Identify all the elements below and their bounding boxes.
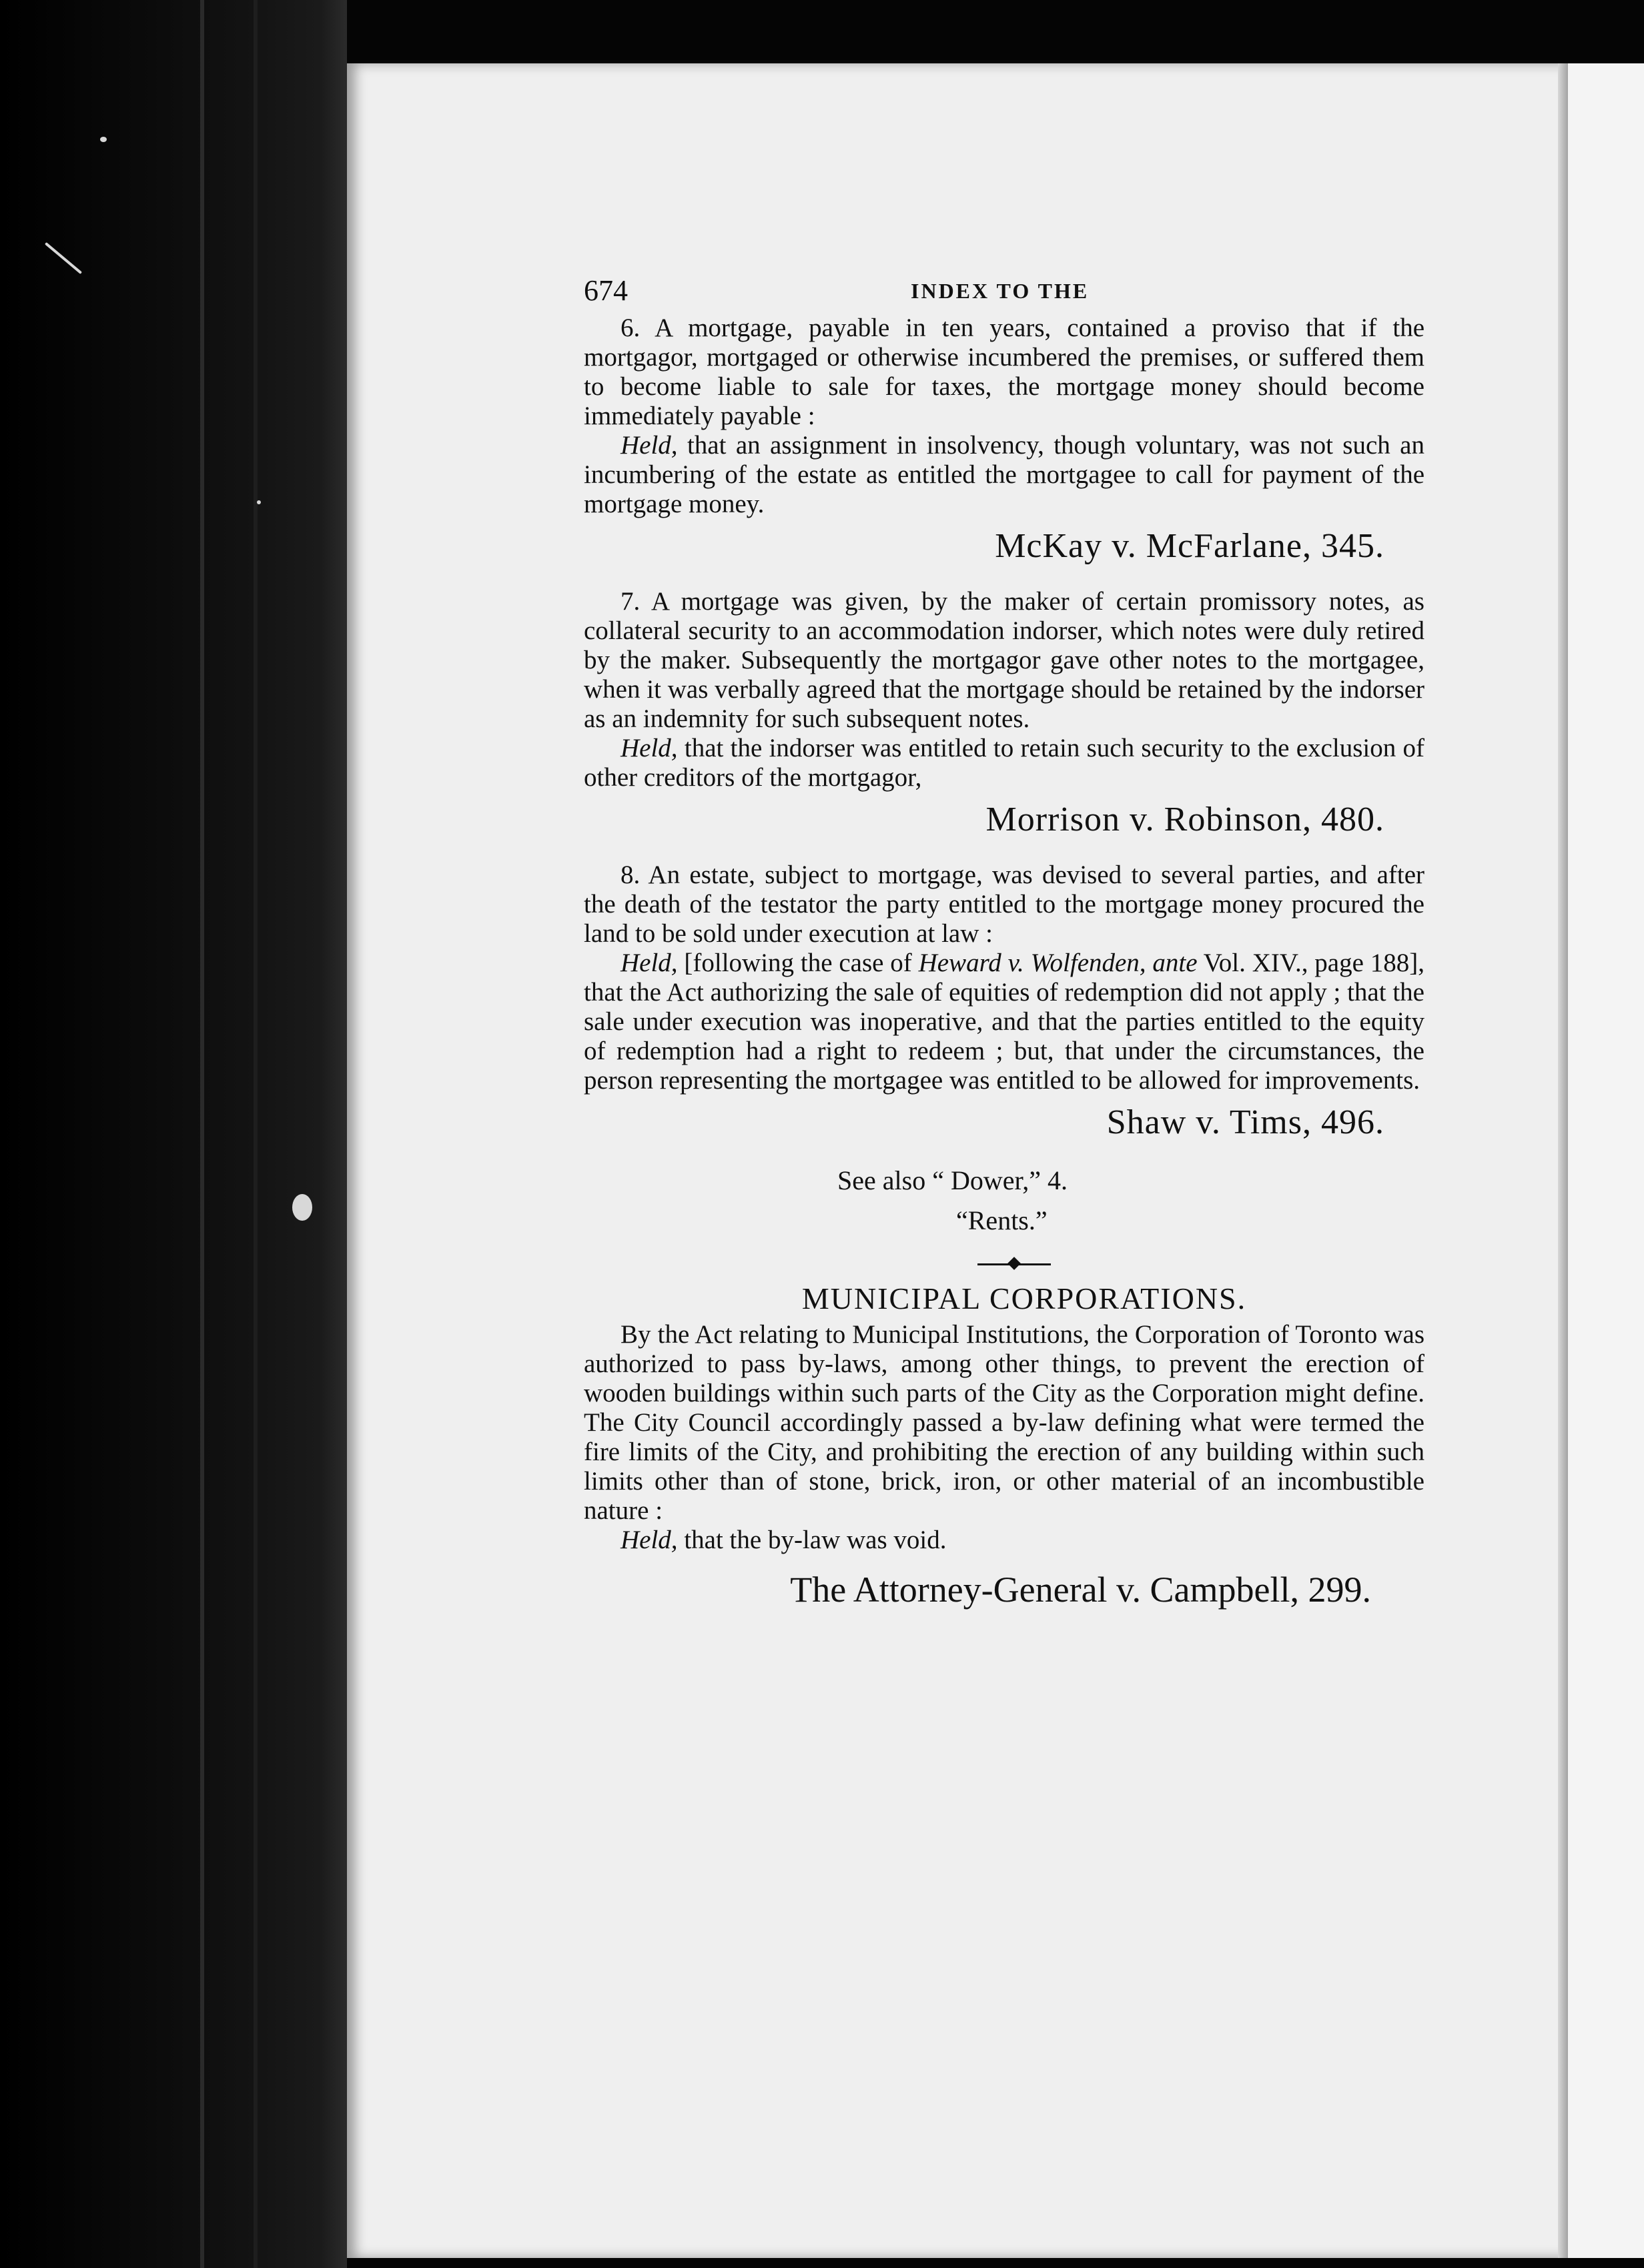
held-paragraph <box>584 949 1424 1095</box>
held-paragraph <box>584 1526 1424 1555</box>
held-label: Held, <box>621 734 678 762</box>
entry-paragraph: 6. A mortgage, payable in ten years, contained a proviso that if the mortgagor, mortgaged or otherwise incumbered the premises, or suffered them to become liable to sale for taxes, the mortgage money should become immediately payable : <box>584 314 1424 430</box>
case-citation: McKay v. McFarlane, 345. <box>995 527 1384 565</box>
held-text: [following the case of <box>677 949 919 977</box>
held-paragraph <box>584 431 1424 519</box>
dust-speck <box>257 500 261 504</box>
section-heading: MUNICIPAL CORPORATIONS. <box>801 1281 1247 1315</box>
section-paragraph: By the Act relating to Municipal Institutions, the Corporation of Toronto was authorized to pass by-laws, among other things, to prevent the erection of wooden buildings within such parts of the City as the Corporation might define. The City Council accordingly passed a by-law defining what were termed the fire limits of the City, and prohibiting the erection of any building within such limits other than of stone, brick, iron, or other material of an incombustible nature : <box>584 1320 1424 1525</box>
book-gutter <box>0 0 347 2268</box>
held-text: that the indorser was entitled to retain such security to the exclusion of other creditors of the mortgagor, <box>584 734 1424 792</box>
entry-paragraph: 7. A mortgage was given, by the maker of certain promissory notes, as collateral security to an accommodation indorser, which notes were duly retired by the maker. Subsequently the mortgagor gave other notes to the mortgagee, when it was verbally agreed that the mortgage should be retained by the indorser as an indemnity for such subsequent notes. <box>584 587 1424 733</box>
held-paragraph <box>584 734 1424 792</box>
held-text: Vol. XIV., page 188], that the Act authorizing the sale of equities of redemption did not apply ; that the sale under execution was inoperative, and that the parties entitled to the equity of redemption had a right to redeem ; but, that under the circumstances, the person representing the mortgagee was entitled to be allowed for improvements. <box>584 949 1424 1095</box>
page-header <box>584 273 1424 314</box>
case-citation: The Attorney-General v. Campbell, 299. <box>790 1570 1371 1610</box>
spine-line <box>200 0 204 2268</box>
divider-diamond <box>1007 1257 1021 1270</box>
held-text: that the by-law was void. <box>677 1526 947 1554</box>
page-text-block <box>584 273 1424 1611</box>
dust-speck <box>100 137 107 142</box>
held-label: Held, <box>621 1526 678 1554</box>
held-label: Held, <box>621 949 678 977</box>
case-citation: Shaw v. Tims, 496. <box>1106 1103 1384 1141</box>
see-also-block <box>584 1161 1424 1241</box>
cited-case: Heward v. Wolfenden, ante <box>918 949 1198 977</box>
page-number: 674 <box>584 274 628 307</box>
spine-line <box>254 0 258 2268</box>
running-head: INDEX TO THE <box>911 279 1090 303</box>
case-citation: Morrison v. Robinson, 480. <box>985 800 1384 838</box>
see-also-line: “Rents.” <box>956 1205 1048 1235</box>
entry-paragraph: 8. An estate, subject to mortgage, was devised to several parties, and after the death of the testator the party entitled to the mortgage money procured the land to be sold under execution at law : <box>584 861 1424 948</box>
section-divider <box>584 1250 1424 1277</box>
held-label: Held, <box>621 431 678 460</box>
held-text: that an assignment in insolvency, though voluntary, was not such an incumbering of the estate as entitled the mortgagee to call for payment of the mortgage money. <box>584 431 1424 518</box>
dust-speck <box>292 1194 312 1221</box>
next-page-edge <box>1568 63 1644 2258</box>
see-also-line: See also “ Dower,” 4. <box>837 1165 1068 1195</box>
